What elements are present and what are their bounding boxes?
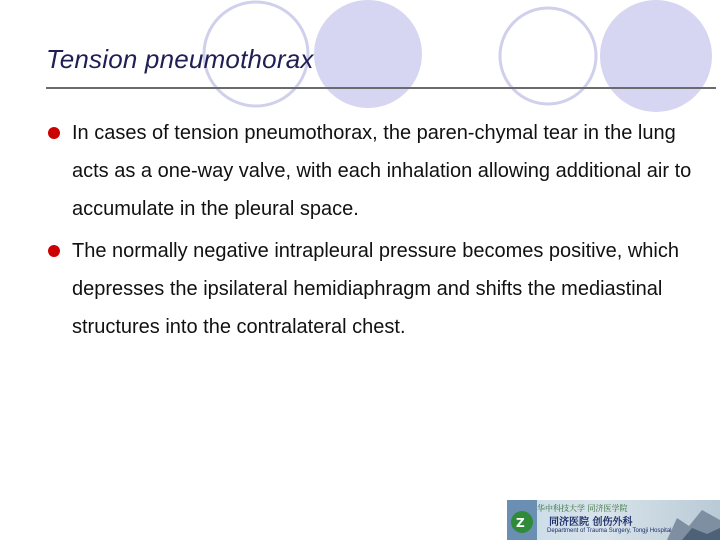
hospital-logo-banner <box>507 500 720 540</box>
svg-text:Z: Z <box>516 516 525 530</box>
decor-circle-4 <box>600 0 712 112</box>
slide-title: Tension pneumothorax <box>46 44 314 74</box>
bullet-dot-icon <box>48 127 60 139</box>
decor-circle-2 <box>314 0 422 108</box>
title-underline <box>46 87 716 89</box>
decor-circle-3 <box>500 8 596 104</box>
bullet-item <box>46 232 696 346</box>
bullet-list <box>46 114 696 350</box>
banner-university-text: 华中科技大学 同济医学院 <box>537 504 628 513</box>
bullet-dot-icon <box>48 245 60 257</box>
banner-hospital-text: 同济医院 创伤外科 <box>549 517 633 528</box>
bullet-text: The normally negative intrapleural pressure becomes positive, which depresses the ipsilateral hemidiaphragm and shifts the mediastinal structures into the contralateral chest. <box>72 240 679 338</box>
bullet-item <box>46 114 696 228</box>
banner-department-text: Department of Trauma Surgery, Tongji Hospital <box>547 528 672 534</box>
bullet-text: In cases of tension pneumothorax, the paren-chymal tear in the lung acts as a one-way valve, with each inhalation allowing additional air to accumulate in the pleural space. <box>72 122 692 220</box>
